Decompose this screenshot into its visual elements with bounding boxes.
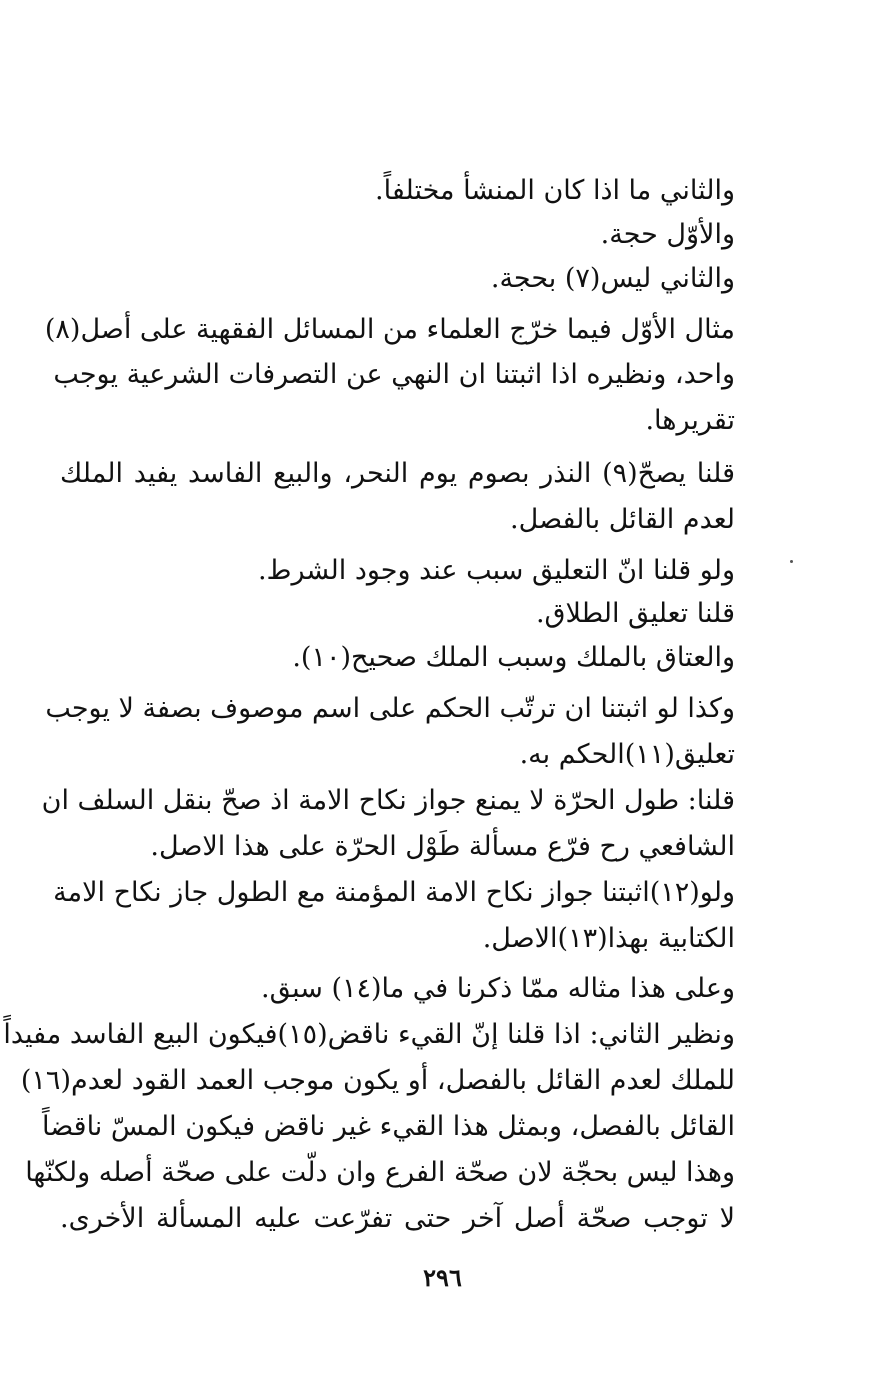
text-line: لا توجب صحّة أصل آخر حتى تفرّعت عليه المسألة الأخرى. [60,1203,735,1234]
text-line: والأوّل حجة. [600,219,735,250]
text-line: القائل بالفصل، وبمثل هذا القيء غير ناقض فيكون المسّ ناقضاً [42,1111,735,1142]
text-line: مثال الأوّل فيما خرّج العلماء من المسائل الفقهية على أصل(٨) [44,314,735,345]
text-line: ولو قلنا انّ التعليق سبب عند وجود الشرط. [257,555,735,586]
text-line: وهذا ليس بحجّة لان صحّة الفرع وان دلّت على صحّة أصله ولكنّها [25,1157,735,1188]
text-line: تعليق(١١)الحكم به. [519,739,735,770]
ink-speck [790,560,793,563]
text-line: وكذا لو اثبتنا ان ترتّب الحكم على اسم موصوف بصفة لا يوجب [45,693,735,724]
text-line: واحد، ونظيره اذا اثبتنا ان النهي عن التصرفات الشرعية يوجب [53,359,735,390]
text-line: قلنا: طول الحرّة لا يمنع جواز نكاح الامة اذ صحّ بنقل السلف ان [41,785,735,816]
text-line: والثاني ليس(٧) بحجة. [490,263,735,294]
text-line: والعتاق بالملك وسبب الملك صحيح(١٠). [292,642,735,673]
text-line: قلنا يصحّ(٩) النذر بصوم يوم النحر، والبيع الفاسد يفيد الملك [60,458,735,489]
text-line: الشافعي رح فرّع مسألة طَوْل الحرّة على هذا الاصل. [150,831,735,862]
text-line: للملك لعدم القائل بالفصل، أو يكون موجب العمد القود لعدم(١٦) [20,1065,735,1096]
page-number: ٢٩٦ [423,1263,462,1292]
text-line: ولو(١٢)اثبتنا جواز نكاح الامة المؤمنة مع الطول جاز نكاح الامة [53,877,735,908]
text-line: لعدم القائل بالفصل. [510,504,735,535]
text-line: قلنا تعليق الطلاق. [535,598,735,629]
text-line: تقريرها. [645,405,735,436]
text-line: الكتابية بهذا(١٣)الاصل. [482,923,735,954]
text-line: وعلى هذا مثاله ممّا ذكرنا في ما(١٤) سبق. [260,973,735,1004]
text-line: والثاني ما اذا كان المنشأ مختلفاً. [375,175,735,206]
text-line: ونظير الثاني: اذا قلنا إنّ القيء ناقض(١٥)فيكون البيع الفاسد مفيداً [3,1019,735,1050]
